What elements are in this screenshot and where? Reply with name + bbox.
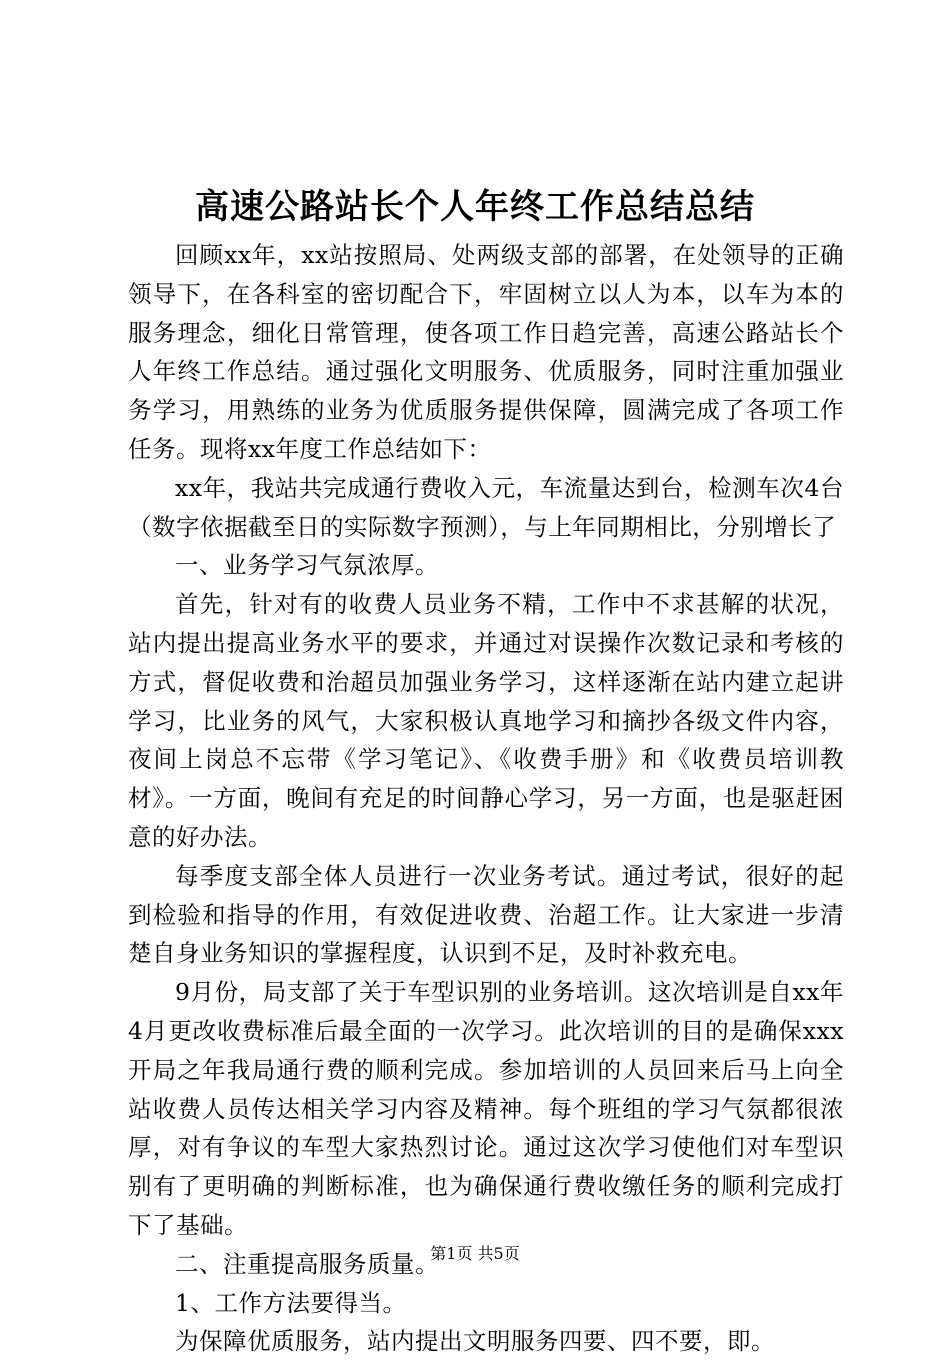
section-heading-2: 二、注重提高服务质量。 (175, 1249, 439, 1278)
document-title: 高速公路站长个人年终工作总结总结 (195, 187, 755, 227)
document-body (128, 236, 844, 1361)
paragraph-study: 首先，针对有的收费人员业务不精，工作中不求甚解的状况，站内提出提高业务水平的要求，并通过对误操作次数记录和考核的方式，督促收费和治超员加强业务学习，这样逐渐在站内建立起讲学习，比业务的风气，大家积极认真地学习和摘抄各级文件内容，夜间上岗总不忘带《学习笔记》、《收费手册》和《收费员培训教材》。一方面，晚间有充足的时间静心学习，另一方面，也是驱赶困意的好办法。 (128, 590, 844, 851)
subsection-heading-1: 1、工作方法要得当。 (175, 1288, 407, 1317)
paragraph-service: 为保障优质服务，站内提出文明服务四要、四不要，即。 (175, 1327, 775, 1356)
paragraph-statistics: xx年，我站共完成通行费收入元，车流量达到台，检测车次4台（数字依据截至日的实际数字预测），与上年同期相比，分别增长了 (128, 473, 844, 541)
section-heading-1: 一、业务学习气氛浓厚。 (175, 551, 439, 580)
page-footer: 第1页 共5页 (430, 1244, 520, 1263)
paragraph-intro: 回顾xx年，xx站按照局、处两级支部的部署，在处领导的正确领导下，在各科室的密切配合下，牢固树立以人为本，以车为本的服务理念，细化日常管理，使各项工作日趋完善，高速公路站长个人年终工作总结。通过强化文明服务、优质服务，同时注重加强业务学习，用熟练的业务为优质服务提供保障，圆满完成了各项工作任务。现将xx年度工作总结如下： (128, 241, 844, 463)
paragraph-exam: 每季度支部全体人员进行一次业务考试。通过考试，很好的起到检验和指导的作用，有效促进收费、治超工作。让大家进一步清楚自身业务知识的掌握程度，认识到不足，及时补救充电。 (128, 861, 844, 968)
paragraph-training: 9月份，局支部了关于车型识别的业务培训。这次培训是自xx年4月更改收费标准后最全面的一次学习。此次培训的目的是确保xxx开局之年我局通行费的顺利完成。参加培训的人员回来后马上向全站收费人员传达相关学习内容及精神。每个班组的学习气氛都很浓厚，对有争议的车型大家热烈讨论。通过这次学习使他们对车型识别有了更明确的判断标准，也为确保通行费收缴任务的顺利完成打下了基础。 (128, 978, 844, 1239)
